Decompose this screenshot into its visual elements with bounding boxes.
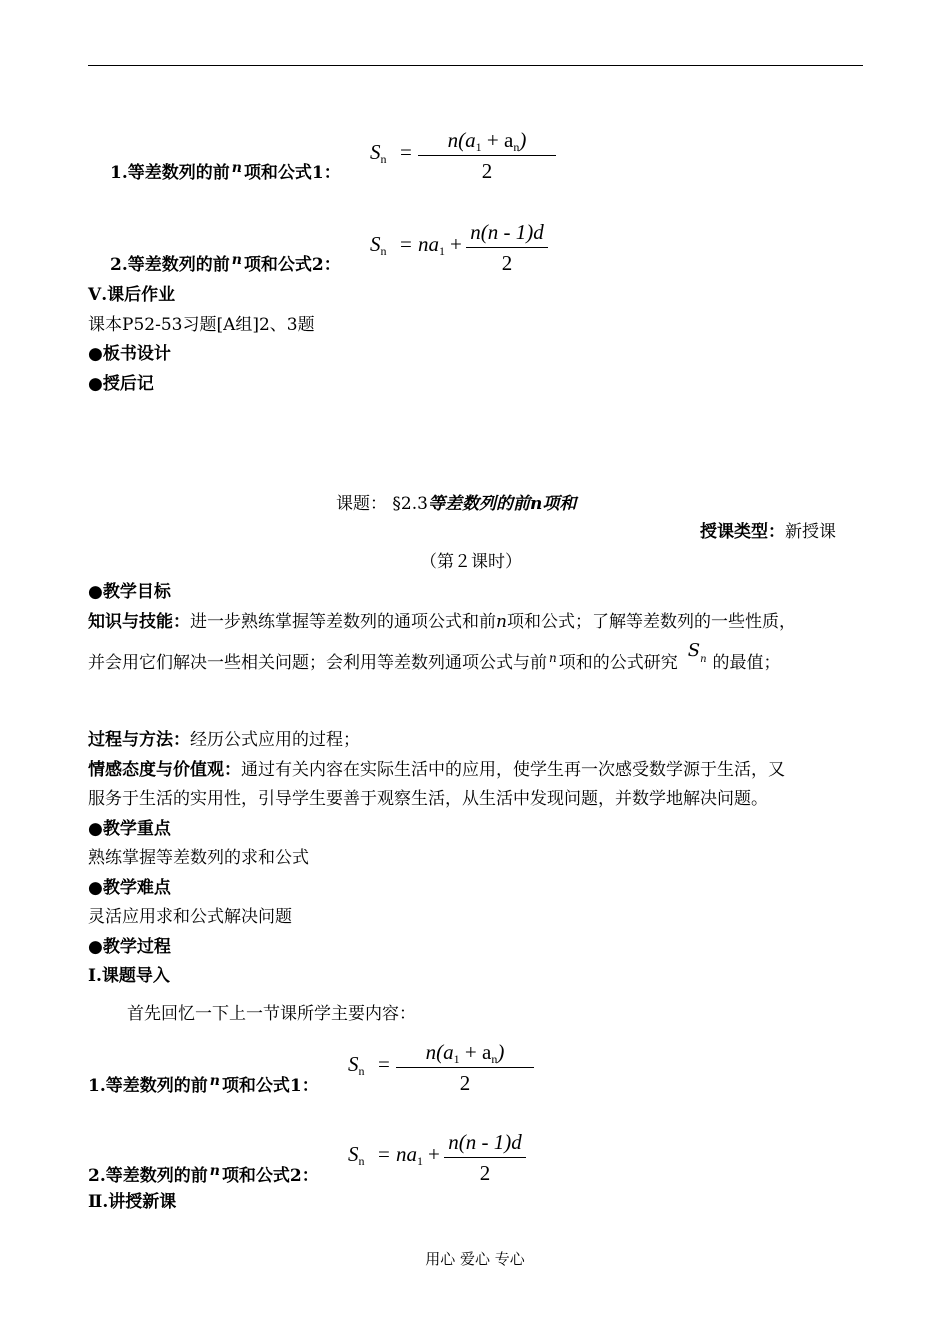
key-points-text: 熟练掌握等差数列的求和公式	[88, 848, 309, 868]
heading-after-notes: ●授后记	[88, 374, 154, 394]
lesson-type: 授课类型：新授课	[700, 522, 836, 542]
goal-process: 过程与方法：经历公式应用的过程；	[88, 730, 360, 750]
formula2-label-top: 2.等差数列的前 $^n$ 项和公式2：	[110, 252, 341, 275]
header-rule	[88, 65, 863, 66]
goal-emotion-line2: 服务于生活的实用性，引导学生要善于观察生活，从生活中发现问题，并数学地解决问题。	[88, 789, 768, 809]
intro-text: 首先回忆一下上一节课所学主要内容：	[127, 1004, 416, 1024]
formula1-label-bottom: 1.等差数列的前 $^n$ 项和公式1：	[88, 1073, 319, 1096]
formula2-label-bottom: 2.等差数列的前 $^n$ 项和公式2：	[88, 1163, 319, 1186]
lesson-period: （第２课时）	[420, 552, 522, 572]
difficult-points-text: 灵活应用求和公式解决问题	[88, 907, 292, 927]
heading-intro: Ⅰ.课题导入	[88, 966, 170, 986]
page-footer: 用心 爱心 专心	[425, 1250, 525, 1268]
goal-emotion-line1: 情感态度与价值观：通过有关内容在实际生活中的应用，使学生再一次感受数学源于生活，又	[88, 760, 785, 780]
heading-new-lesson: Ⅱ.讲授新课	[88, 1192, 177, 1212]
goal-knowledge-line1: 知识与技能：进一步熟练掌握等差数列的通项公式和前n项和公式；了解等差数列的一些性质，	[88, 612, 796, 632]
heading-board-design: ●板书设计	[88, 344, 171, 364]
heading-key-points: ●教学重点	[88, 819, 171, 839]
homework-text: 课本P52-53习题[A组]2、3题	[88, 315, 315, 335]
goal-knowledge-line2: 并会用它们解决一些相关问题；会利用等差数列通项公式与前 $^n$ 项和的公式研究$S^n$ 的最值；	[88, 640, 781, 673]
heading-homework: Ⅴ.课后作业	[88, 285, 176, 305]
lesson-title: 课题： §2.3等差数列的前n项和	[336, 494, 577, 514]
formula1-label-top: 1.等差数列的前 $^n$ 项和公式1：	[110, 160, 341, 183]
heading-process: ●教学过程	[88, 937, 171, 957]
heading-goals: ●教学目标	[88, 582, 171, 602]
heading-difficult-points: ●教学难点	[88, 878, 171, 898]
